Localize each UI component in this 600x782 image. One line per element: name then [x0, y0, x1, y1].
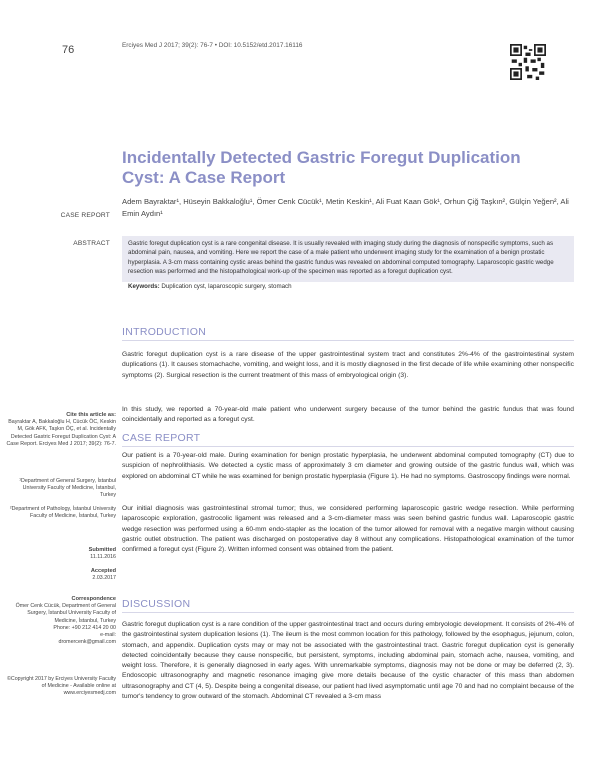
section-heading-case-report: CASE REPORT — [122, 432, 574, 447]
affiliation-1: ¹Department of General Surgery, İstanbul University Faculty of Medicine, İstanbul, Turkey — [19, 478, 116, 499]
submitted-label: Submitted — [88, 547, 116, 553]
case-report-paragraph-2: Our initial diagnosis was gastrointestinal stromal tumor; thus, we considered performing laparoscopic gastric wedge resection. While performing laparoscopic exploration, gastrocolic ligament was released and a 3-cm-diameter mass was seen behind gastric fundus wall. Laparoscopic gastric wedge resection was performed using a 60-mm endo-stapler as the location of the tumor allowed for removal with a negative margin without causing gastric outlet obstruction. The patient was discharged on postoperative day 8 without any complications. Histopathological examination of the tumor confirmed a foregut cyst (Figure 2). Written informed consent was obtained from the patient. — [122, 505, 574, 554]
abstract-label: ABSTRACT — [73, 240, 110, 247]
cite-block — [6, 412, 116, 448]
cite-text: Bayraktar A, Bakkaloğlu H, Cücük ÖC, Keskin M, Gök AFK, Taşkın ÖÇ, et al. Incidentally Detected Gastric Foregut Duplication Cyst: A Case Report. Erciyes Med J 2017; 39(2): 76-7. — [6, 419, 116, 447]
correspondence-email[interactable]: dromercenk@gmail.com — [58, 639, 116, 646]
accepted-label: Accepted — [90, 568, 116, 574]
correspondence-block — [6, 596, 116, 646]
introduction-paragraph-2: In this study, we reported a 70-year-old male patient who underwent surgery because of the tumor behind the gastric fundus that was found coincidentally and reported as a foregut cyst. — [122, 406, 574, 424]
article-type-label: CASE REPORT — [60, 212, 110, 219]
introduction-paragraph-1: Gastric foregut duplication cyst is a rare disease of the upper gastrointestinal system tract and constitutes 2%-4% of the gastrointestinal system duplications (1). It causes stomachache, vomiting, and weight loss, and it is mostly diagnosed in the first decade of life while examining other nonspecific symptoms (2). Surgical resection is the current treatment of this mass of embryological origin (3). — [122, 351, 574, 379]
journal-citation-line: Erciyes Med J 2017; 39(2): 76-7 • DOI: 10.5152/etd.2017.16116 — [122, 42, 303, 49]
cite-heading: Cite this article as: — [66, 412, 116, 418]
submitted-date: 11.11.2016 — [90, 554, 116, 561]
copyright-notice: ©Copyright 2017 by Erciyes University Faculty of Medicine - Available online at www.erciyesmedj.com — [7, 676, 116, 697]
correspondence-phone: Phone: +90 212 414 20 00 — [53, 624, 116, 631]
abstract-box — [122, 236, 574, 282]
accepted-block — [6, 568, 116, 582]
keywords-label: Keywords: — [128, 283, 160, 290]
author-list: Adem Bayraktar¹, Hüseyin Bakkaloğlu¹, Ömer Cenk Cücük¹, Metin Keskin¹, Ali Fuat Kaan Gök¹, Orhun Çiğ Taşkın², Gülçin Yeğen², Ali Emin Aydın¹ — [122, 197, 569, 218]
discussion-paragraph-1: Gastric foregut duplication cyst is a rare condition of the upper gastrointestinal tract and occurs during embryologic development. It consists of 2%-4% of the gastrointestinal system duplication lesions (1). The ileum is the most common location for this pathology, followed by the esophagus, jejunum, colon, stomach, and appendix. Duplication cysts may or may not be associated with the gastrointestinal tract. Gastric foregut duplication cyst is generally detected coincidentally because they cause nonspecific, but persistent, symptoms, including abdominal pain, stomach ache, nausea, vomiting, and weight loss. Therefore, it is generally diagnosed in early ages. With unremarkable symptoms, diagnosis may not be done or may be deferred (2, 3). Endoscopic ultrasonography and magnetic resonance imaging give more details because of the cystic character of this mass than abdomen ultrasonography and CT (4, 5). Despite being a congenital disease, our patient had lived asymptomatic until age 70 and had no complaint because of the tumor's tendency to grow outward of the stomach. Abdominal CT revealed a 3-cm mass — [122, 621, 574, 701]
section-heading-introduction: INTRODUCTION — [122, 326, 574, 341]
case-report-paragraph-1: Our patient is a 70-year-old male. During examination for benign prostatic hyperplasia, he underwent abdominal computed tomography (CT) due to suspicion of nephrolithiasis. We detected a cystic mass of approximately 3 cm diameter and growing outside of the gastric fundus wall, which was explored on abdominal CT while he was examined for benign prostatic hyperplasia (Figure 1). He had no symptoms. Gastroscopy findings were normal. — [122, 452, 574, 480]
article-title: Incidentally Detected Gastric Foregut Duplication Cyst: A Case Report — [122, 148, 521, 187]
accepted-date: 2.03.2017 — [92, 575, 116, 582]
correspondence-text: Ömer Cenk Cücük, Department of General Surgery, İstanbul University Faculty of Medicine, İstanbul, Turkey — [15, 603, 116, 624]
qr-code-icon — [510, 44, 546, 80]
affiliation-2: ²Department of Pathology, İstanbul University Faculty of Medicine, İstanbul, Turkey — [9, 506, 116, 520]
section-heading-discussion: DISCUSSION — [122, 598, 574, 613]
keywords — [128, 283, 568, 290]
page-number: 76 — [62, 44, 75, 56]
keywords-text: Duplication cyst, laparoscopic surgery, stomach — [161, 283, 292, 290]
submitted-block — [6, 547, 116, 561]
correspondence-label: Correspondence — [71, 596, 116, 602]
correspondence-email-label: e-mail: — [100, 632, 116, 639]
abstract-text: Gastric foregut duplication cyst is a rare congenital disease. It is usually revealed with imaging study during the diagnosis of nonspecific symptoms, such as abdominal pain, nausea, and vomiting. Here we report the case of a male patient who underwent imaging study for the examination of a benign prostatic hyperplasia. A 3-cm mass containing cystic areas behind the gastric fundus was revealed on abdominal computed tomography. Laparoscopic gastric wedge resection was performed and the histopathological work-up of the specimen was reported as a foregut duplication cyst. — [128, 240, 554, 276]
